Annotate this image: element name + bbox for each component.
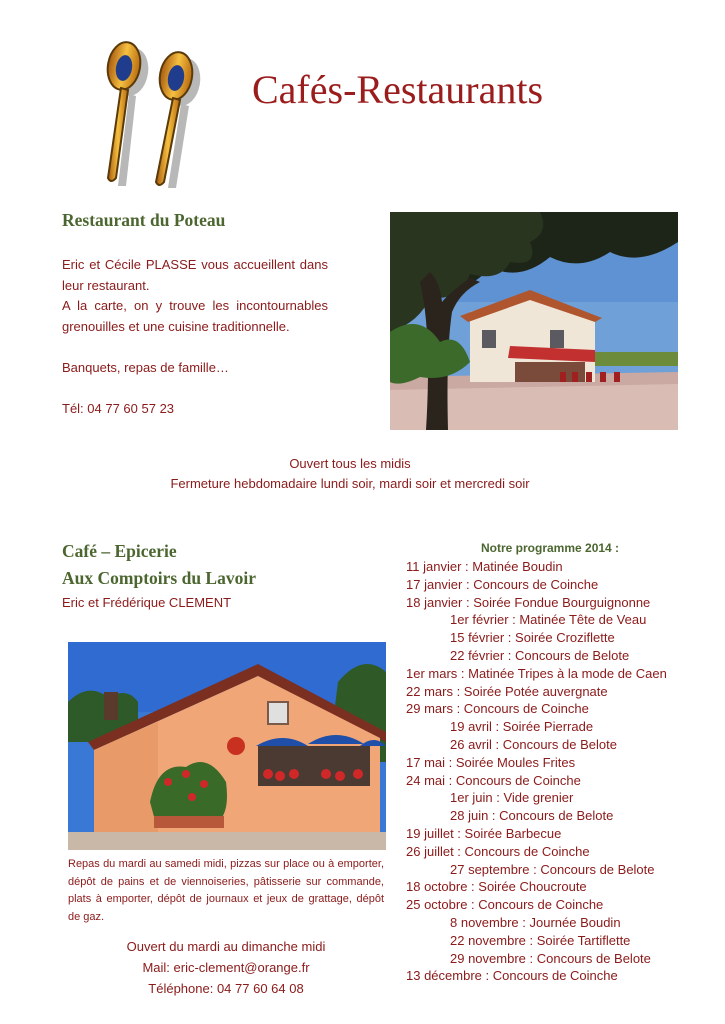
cafe-desc-line2: dépôt de pains et de viennoiseries, pâtisserie sur commande, (68, 875, 384, 888)
programme-event: 17 janvier : Concours de Coinche (406, 576, 599, 592)
programme-event: 29 mars : Concours de Coinche (406, 701, 589, 717)
restaurant-banquets: Banquets, repas de famille… (62, 359, 229, 375)
restaurant-carte-line1: A la carte, on y trouve les incontournables (62, 298, 328, 313)
programme-event: 22 février : Concours de Belote (450, 647, 630, 663)
cafe-phone: Téléphone: 04 77 60 64 08 (148, 981, 304, 996)
restaurant-carte-line2: grenouilles et une cuisine traditionnelle. (62, 318, 290, 334)
restaurant-name: Restaurant du Poteau (62, 210, 226, 230)
programme-event: 26 avril : Concours de Belote (450, 736, 617, 752)
restaurant-hours-line2: Fermeture hebdomadaire lundi soir, mardi soir et mercredi soir (170, 476, 530, 491)
cafe-mail: Mail: eric-clement@orange.fr (142, 960, 310, 975)
spoons-icon (92, 38, 212, 190)
restaurant-intro-line1: Eric et Cécile PLASSE vous accueillent dans (62, 257, 328, 272)
restaurant-phone: Tél: 04 77 60 57 23 (62, 400, 175, 416)
cafe-title-line1: Café – Epicerie (62, 541, 177, 561)
cafe-owners: Eric et Frédérique CLEMENT (62, 595, 232, 610)
programme-event: 28 juin : Concours de Belote (450, 808, 614, 824)
cafe-description (68, 856, 384, 926)
programme-event: 8 novembre : Journée Boudin (450, 914, 621, 930)
programme-event: 25 octobre : Concours de Coinche (406, 897, 604, 913)
cafe-photo (68, 642, 386, 850)
programme-event: 17 mai : Soirée Moules Frites (406, 754, 576, 770)
programme-event: 11 janvier : Matinée Boudin (406, 559, 563, 574)
programme-event: 18 octobre : Soirée Choucroute (406, 879, 587, 895)
programme-title: Notre programme 2014 : (481, 541, 620, 555)
programme-event: 19 juillet : Soirée Barbecue (406, 825, 562, 841)
programme-event: 13 décembre : Concours de Coinche (406, 968, 618, 984)
programme-event: 19 avril : Soirée Pierrade (450, 719, 594, 735)
programme-event: 24 mai : Concours de Coinche (406, 772, 581, 788)
cafe-title-line2: Aux Comptoirs du Lavoir (62, 568, 256, 588)
restaurant-hours-line1: Ouvert tous les midis (289, 456, 411, 471)
restaurant-intro-line2: leur restaurant. (62, 277, 150, 293)
cafe-desc-line4: de gaz. (68, 910, 105, 923)
programme-event: 1er février : Matinée Tête de Veau (450, 612, 647, 628)
programme-event: 26 juillet : Concours de Coinche (406, 843, 590, 859)
restaurant-photo (390, 212, 678, 430)
cafe-hours: Ouvert du mardi au dimanche midi (126, 939, 326, 954)
restaurant-description (62, 255, 328, 419)
programme-event: 1er juin : Vide grenier (450, 790, 574, 806)
programme-event: 15 février : Soirée Croziflette (450, 630, 615, 646)
programme-event: 22 novembre : Soirée Tartiflette (450, 932, 631, 948)
programme-event: 18 janvier : Soirée Fondue Bourguignonne (406, 594, 651, 610)
page-title: Cafés-Restaurants (252, 67, 544, 112)
cafe-desc-line3: plats à emporter, dépôt de journaux et jeux de grattage, dépôt (68, 893, 384, 905)
cafe-desc-line1: Repas du mardi au samedi midi, pizzas sur place ou à emporter, (68, 858, 384, 870)
programme-event: 27 septembre : Concours de Belote (450, 861, 655, 877)
programme-event: 1er mars : Matinée Tripes à la mode de Caen (406, 665, 667, 681)
programme-list (406, 558, 706, 985)
programme-event: 22 mars : Soirée Potée auvergnate (406, 683, 608, 699)
programme-event: 29 novembre : Concours de Belote (450, 950, 651, 966)
